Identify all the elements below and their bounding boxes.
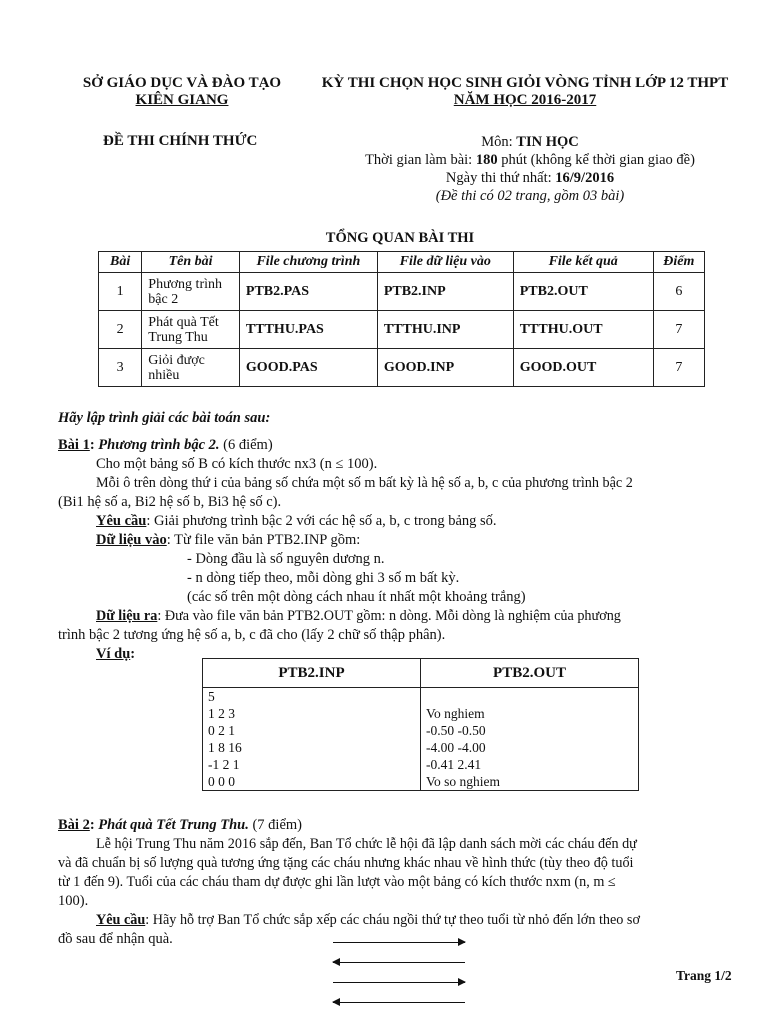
bai1-label: Bài 1	[58, 437, 90, 453]
bai1-input-3: (các số trên một dòng cách nhau ít nhất một khoảng trắng)	[187, 589, 526, 605]
cell-name: Giỏi được nhiều	[142, 349, 240, 387]
bai2-p1: Lễ hội Trung Thu năm 2016 sắp đến, Ban Tổ chức lễ hội đã lập danh sách mời các cháu đến dự	[96, 836, 637, 852]
example-body-row	[203, 688, 639, 791]
example-output-line: -0.50 -0.50	[426, 723, 486, 738]
overview-table	[98, 251, 705, 387]
bai2-p4: 100).	[58, 893, 89, 909]
example-head-input: PTB2.INP	[203, 659, 421, 688]
col-output: File kết quả	[513, 252, 653, 273]
overview-header-row	[99, 252, 705, 273]
cell-input: TTTHU.INP	[377, 311, 513, 349]
bai1-output-text: : Đưa vào file văn bản PTB2.OUT gồm: n dòng. Mỗi dòng là nghiệm của phương	[157, 608, 621, 624]
col-name: Tên bài	[142, 252, 240, 273]
bai1-p2: Mỗi ô trên dòng thứ i của bảng số chứa một số m bất kỳ là hệ số a, b, c của phương trình bậc 2	[96, 475, 633, 491]
department-line2: KIÊN GIANG	[135, 92, 229, 108]
bai1-p1: Cho một bảng số B có kích thước nx3 (n ≤ 100).	[96, 456, 378, 472]
arrow-right-icon	[333, 982, 465, 983]
cell-input: PTB2.INP	[377, 273, 513, 311]
bai1-section	[58, 436, 748, 664]
bai2-req	[58, 911, 748, 930]
example-output-line	[426, 688, 633, 705]
cell-output: PTB2.OUT	[513, 273, 653, 311]
bai2-points: (7 điểm)	[248, 817, 302, 833]
bai1-input-label: Dữ liệu vào	[96, 532, 167, 548]
intro-text: Hãy lập trình giải các bài toán sau:	[58, 410, 271, 426]
bai2-req-label: Yêu cầu	[96, 912, 146, 928]
time-suffix: phút (không kể thời gian giao đề)	[497, 152, 695, 168]
example-input-line: 0 0 0	[208, 774, 235, 789]
cell-name: Phương trình bậc 2	[142, 273, 240, 311]
arrow-left-icon	[333, 962, 465, 963]
time-value: 180	[475, 152, 498, 168]
bai2-p2: và đã chuẩn bị số lượng quà tương ứng tặng các cháu nhưng khác nhau về hình thức (tùy theo độ tuổi	[58, 855, 634, 871]
subject-label: Môn:	[481, 134, 517, 150]
cell-score: 7	[653, 311, 704, 349]
exam-title-line1: KỲ THI CHỌN HỌC SINH GIỎI VÒNG TỈNH LỚP 12 THPT	[321, 75, 729, 91]
cell-num: 1	[99, 273, 142, 311]
arrow-left-icon	[333, 1002, 465, 1003]
example-output-line: Vo so nghiem	[426, 774, 501, 789]
bai1-output-2: trình bậc 2 tương ứng hệ số a, b, c đã cho (lấy 2 chữ số thập phân).	[58, 627, 446, 643]
bai2-title: Phát quà Tết Trung Thu.	[98, 817, 249, 833]
date-prefix: Ngày thi thứ nhất:	[445, 170, 556, 186]
example-header-row	[203, 659, 639, 688]
cell-prog: PTB2.PAS	[239, 273, 377, 311]
exam-info	[330, 133, 730, 205]
bai1-example-colon: :	[130, 646, 136, 662]
example-input-line: 1 8 16	[208, 740, 242, 755]
col-bai: Bài	[99, 252, 142, 273]
cell-name: Phát quà Tết Trung Thu	[142, 311, 240, 349]
example-input-line: 1 2 3	[208, 706, 235, 721]
example-input-line: -1 2 1	[208, 757, 240, 772]
example-table	[202, 658, 639, 791]
bai2-section	[58, 816, 748, 949]
bai1-input	[58, 531, 748, 550]
time-line	[330, 151, 730, 169]
bai2-label: Bài 2	[58, 817, 90, 833]
example-output-cell	[421, 688, 639, 791]
cell-prog: TTTHU.PAS	[239, 311, 377, 349]
bai1-points: (6 điểm)	[219, 437, 273, 453]
subject-line	[330, 133, 730, 151]
bai1-example-label: Ví dụ	[96, 646, 131, 662]
date-line	[330, 169, 730, 187]
cell-output: TTTHU.OUT	[513, 311, 653, 349]
cell-prog: GOOD.PAS	[239, 349, 377, 387]
example-input-line: 0 2 1	[208, 723, 235, 738]
cell-num: 3	[99, 349, 142, 387]
arrow-right-icon	[333, 942, 465, 943]
col-score: Điểm	[653, 252, 704, 273]
time-prefix: Thời gian làm bài:	[365, 152, 476, 168]
example-output-line: Vo nghiem	[426, 706, 485, 721]
department-name	[70, 75, 294, 109]
subject-value: TIN HỌC	[516, 134, 579, 150]
cell-score: 6	[653, 273, 704, 311]
page-number: Trang 1/2	[676, 968, 732, 983]
example-output-line: -4.00 -4.00	[426, 740, 486, 755]
bai2-p3: từ 1 đến 9). Tuổi của các cháu tham dự được ghi lần lượt vào một bảng có kích thước nxm (n, m ≤	[58, 874, 616, 890]
pages-note: (Đề thi có 02 trang, gồm 03 bài)	[435, 188, 625, 204]
cell-output: GOOD.OUT	[513, 349, 653, 387]
department-line1: SỞ GIÁO DỤC VÀ ĐÀO TẠO	[82, 75, 282, 91]
bai2-req-2: đồ sau để nhận quà.	[58, 931, 173, 947]
bai1-heading: Bài 1: Phương trình bậc 2. (6 điểm)	[58, 437, 273, 453]
cell-num: 2	[99, 311, 142, 349]
bai1-req-label: Yêu cầu	[96, 513, 147, 529]
col-input: File dữ liệu vào	[377, 252, 513, 273]
bai1-output-label: Dữ liệu ra	[96, 608, 158, 624]
exam-title	[300, 75, 750, 109]
overview-title: TỔNG QUAN BÀI THI	[325, 230, 475, 246]
table-row	[99, 311, 705, 349]
example-input-line: 5	[208, 689, 215, 704]
exam-title-line2: NĂM HỌC 2016-2017	[453, 92, 597, 108]
example-head-output: PTB2.OUT	[421, 659, 639, 688]
bai2-heading: Bài 2: Phát quà Tết Trung Thu. (7 điểm)	[58, 817, 302, 833]
bai1-p3: (Bi1 hệ số a, Bi2 hệ số b, Bi3 hệ số c).	[58, 494, 282, 510]
bai1-input-1: - Dòng đầu là số nguyên dương n.	[187, 551, 385, 567]
bai1-req	[58, 512, 748, 531]
bai2-req-text: : Hãy hỗ trợ Ban Tổ chức sắp xếp các cháu ngồi thứ tự theo tuổi từ nhỏ đến lớn theo sơ	[145, 912, 640, 928]
table-row	[99, 273, 705, 311]
official-label: ĐỀ THI CHÍNH THỨC	[103, 133, 258, 149]
bai1-input-text: : Từ file văn bản PTB2.INP gồm:	[166, 532, 361, 548]
bai1-req-text: : Giải phương trình bậc 2 với các hệ số a, b, c trong bảng số.	[146, 513, 497, 529]
cell-score: 7	[653, 349, 704, 387]
bai1-input-2: - n dòng tiếp theo, mỗi dòng ghi 3 số m bất kỳ.	[187, 570, 460, 586]
bai1-title: Phương trình bậc 2.	[98, 437, 220, 453]
date-value: 16/9/2016	[555, 170, 615, 186]
cell-input: GOOD.INP	[377, 349, 513, 387]
bai1-output	[58, 607, 748, 626]
example-output-line: -0.41 2.41	[426, 757, 482, 772]
table-row	[99, 349, 705, 387]
col-prog: File chương trình	[239, 252, 377, 273]
example-input-cell	[203, 688, 421, 791]
